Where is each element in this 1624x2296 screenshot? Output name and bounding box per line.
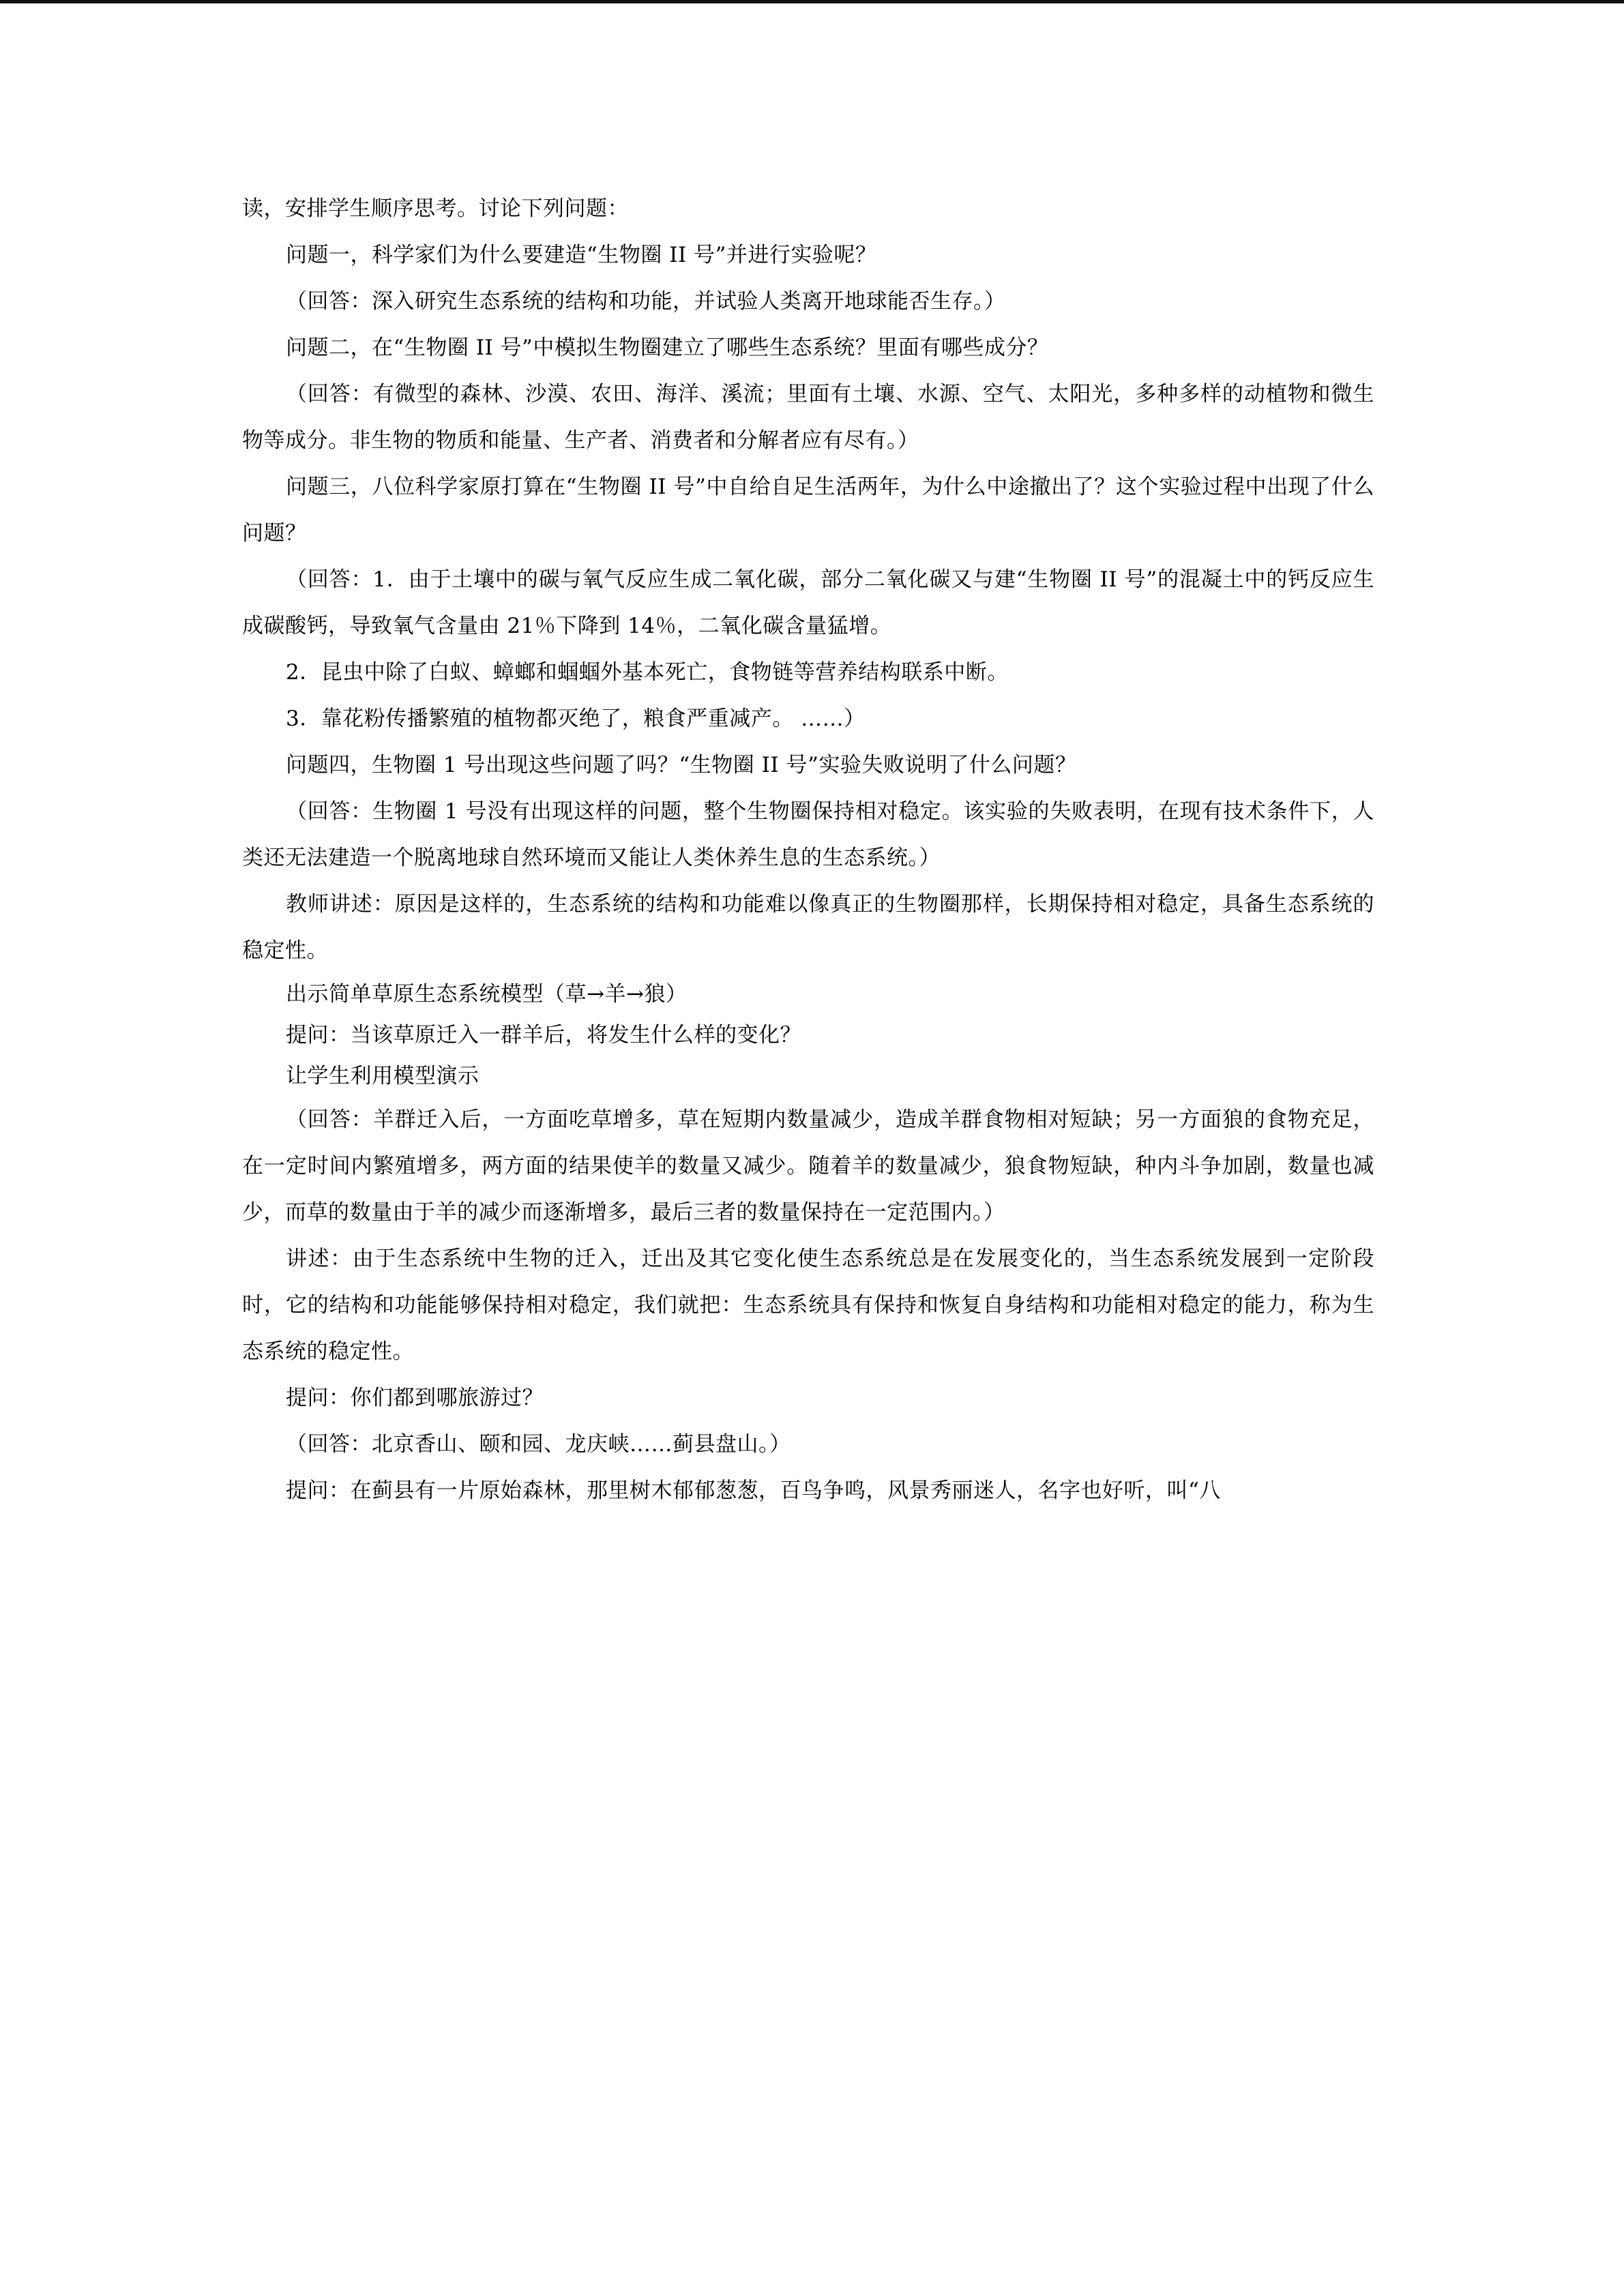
- paragraph: 2．昆虫中除了白蚁、蟑螂和蝈蝈外基本死亡，食物链等营养结构联系中断。: [286, 660, 1009, 685]
- paragraph: 问题二，在“生物圈 II 号”中模拟生物圈建立了哪些生态系统？里面有哪些成分？: [286, 336, 1049, 360]
- paragraph: （回答：北京香山、颐和园、龙庆峡……蓟县盘山。）: [286, 1432, 791, 1457]
- paragraph: （回答：深入研究生态系统的结构和功能，并试验人类离开地球能否生存。）: [286, 289, 1006, 314]
- paragraph: 出示简单草原生态系统模型（草→羊→狼）: [286, 982, 688, 1007]
- paragraph: 提问：在蓟县有一片原始森林，那里树木郁郁葱葱，百鸟争鸣，风景秀丽迷人，名字也好听，叫“八: [286, 1478, 1221, 1503]
- paragraph: 提问：你们都到哪旅游过？: [286, 1386, 544, 1410]
- paragraph: 读，安排学生顺序思考。讨论下列问题：: [242, 196, 629, 221]
- paragraph: 提问：当该草原迁入一群羊后，将发生什么样的变化？: [286, 1023, 801, 1047]
- paragraph: 3．靠花粉传播繁殖的植物都灭绝了，粮食严重减产。 ……）: [286, 706, 866, 731]
- document-body: [242, 185, 1374, 1514]
- paragraph: （回答：1．由于土壤中的碳与氧气反应生成二氧化碳，部分二氧化碳又与建“生物圈 II 号”的混凝土中的钙反应生成碳酸钙，导致氧气含量由 21％下降到 14％，二氧化碳含量猛增。: [242, 567, 1374, 638]
- paragraph: 问题一，科学家们为什么要建造“生物圈 II 号”并进行实验呢？: [286, 243, 877, 267]
- paragraph: 问题三，八位科学家原打算在“生物圈 II 号”中自给自足生活两年，为什么中途撤出了？这个实验过程中出现了什么问题？: [242, 475, 1374, 546]
- page-top-rule: [0, 0, 1624, 3]
- paragraph: （回答：有微型的森林、沙漠、农田、海洋、溪流；里面有土壤、水源、空气、太阳光，多种多样的动植物和微生物等成分。非生物的物质和能量、生产者、消费者和分解者应有尽有。）: [242, 382, 1374, 453]
- paragraph: （回答：羊群迁入后，一方面吃草增多，草在短期内数量减少，造成羊群食物相对短缺；另一方面狼的食物充足，在一定时间内繁殖增多，两方面的结果使羊的数量又减少。随着羊的数量减少，狼食物短缺，种内斗争加剧，数量也减少，而草的数量由于羊的减少而逐渐增多，最后三者的数量保持在一定范围内。）: [242, 1107, 1374, 1225]
- paragraph: 让学生利用模型演示: [286, 1064, 479, 1088]
- paragraph: （回答：生物圈 1 号没有出现这样的问题，整个生物圈保持相对稳定。该实验的失败表明，在现有技术条件下，人类还无法建造一个脱离地球自然环境而又能让人类休养生息的生态系统。）: [242, 799, 1374, 870]
- paragraph: 教师讲述：原因是这样的，生态系统的结构和功能难以像真正的生物圈那样，长期保持相对稳定，具备生态系统的稳定性。: [242, 892, 1374, 963]
- paragraph: 讲述：由于生态系统中生物的迁入，迁出及其它变化使生态系统总是在发展变化的，当生态系统发展到一定阶段时，它的结构和功能能够保持相对稳定，我们就把：生态系统具有保持和恢复自身结构和功能相对稳定的能力，称为生态系统的稳定性。: [242, 1247, 1374, 1364]
- paragraph: 问题四，生物圈 1 号出现这些问题了吗？“生物圈 II 号”实验失败说明了什么问题？: [286, 753, 1077, 777]
